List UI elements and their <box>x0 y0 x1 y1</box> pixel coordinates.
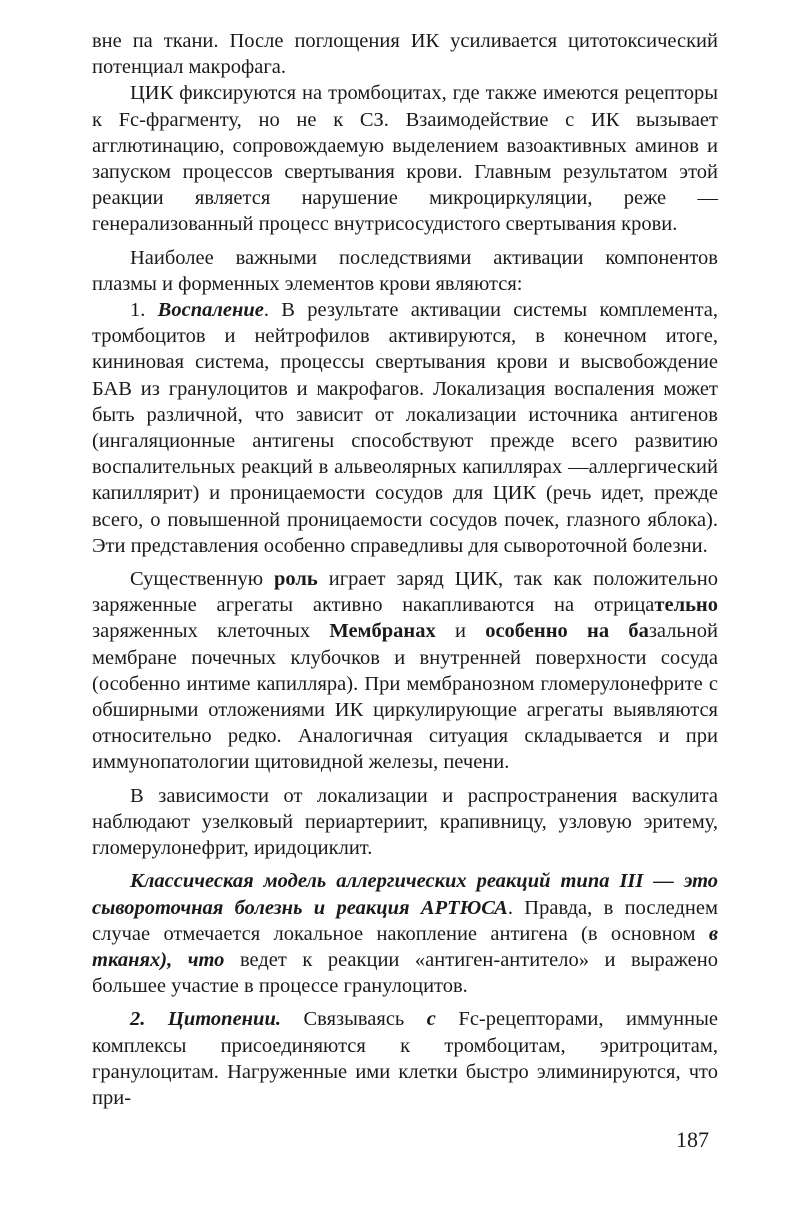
paragraph-consequences-intro: Наиболее важными последствиями активации компонентов плазмы и форменных элементов крови являются: <box>92 246 718 295</box>
list-number: 1. <box>130 299 158 322</box>
page-body <box>92 28 718 1111</box>
heading-cytopenia: 2. Цитопении. <box>130 1008 281 1031</box>
bold-italic-span: в тканях), что <box>92 922 718 971</box>
text-span: Fc-рецепторами, иммунные комплексы присоединяются к тромбоцитам, эритроцитам, гранулоцитам. Нагруженные ими клетки быстро элиминируются, что при- <box>92 1008 718 1109</box>
paragraph-inflammation <box>92 297 718 559</box>
text-span: Существенную <box>130 568 275 591</box>
text-span: играет заряд ЦИК, так как положительно заряженные агрегаты активно накапливаются на отрица <box>92 568 719 617</box>
bold-span: особенно на ба <box>485 620 649 643</box>
heading-classic-model: Классическая модель аллергических реакций типа III — это сывороточная болезнь и реакция АРТЮСА <box>92 870 718 919</box>
page-number: 187 <box>676 1127 709 1152</box>
bold-span: роль <box>274 568 318 591</box>
bold-span: тельно <box>654 594 718 617</box>
text-span: . Правда, в последнем случае отмечается локальное накопление антигена (в основном <box>92 896 718 945</box>
paragraph-cik-platelets: ЦИК фиксируются на тромбоцитах, где также имеются рецепторы к Fc-фрагменту, но не к СЗ. Взаимодействие с ИК вызывает агглютинацию, сопровождаемую выделением вазоактивных аминов и запуском процессов свертывания крови. Главным результатом этой реакции является нарушение микроциркуляции, реже — генерализованный процесс внутрисосудистого свертывания крови. <box>92 82 718 236</box>
text-span: зальной мембране почечных клубочков и внутренней поверхности сосуда (особенно интиме капилляра). При мембранозном гломерулонефрите с обширными отложениями ИК циркулирующие агрегаты выявляются относительно редко. Аналогичная ситуация складывается и при иммунопатологии щитовидной железы, печени. <box>92 620 718 774</box>
paragraph-cytopenia <box>92 1006 718 1111</box>
paragraph-charge-role <box>92 566 718 776</box>
bold-italic-span: с <box>426 1008 436 1031</box>
paragraph-continuation: вне па ткани. После поглощения ИК усиливается цитотоксический потенциал макрофага. <box>92 30 718 79</box>
paragraph-vasculitis: В зависимости от локализации и распространения васкулита наблюдают узелковый периартериит, крапивницу, узловую эритему, гломерулонефрит, иридоциклит. <box>92 784 718 860</box>
text-span: Связываясь <box>280 1008 427 1031</box>
text-span: и <box>435 620 486 643</box>
text-span: ведет к реакции «антиген-антитело» и выражено большее участие в процессе гранулоцитов. <box>92 948 719 998</box>
inflammation-text: . В результате активации системы комплемента, тромбоцитов и нейтрофилов активируются, в конечном итоге, кининовая система, процессы свертывания крови и высвобождение БАВ из гранулоцитов и макрофагов. Локализация воспаления может быть различной, что зависит от локализации источника антигенов (ингаляционные антигены способствуют прежде всего развитию воспалительных реакций в альвеолярных капиллярах —аллергический капиллярит) и проницаемости сосудов для ЦИК (речь идет, прежде всего, о повышенной проницаемости сосудов почек, глазного яблока). Эти представления особенно справедливы для сывороточной болезни. <box>92 299 719 557</box>
heading-inflammation: Воспаление <box>157 299 264 322</box>
paragraph-classic-model <box>92 868 718 999</box>
bold-span: Мембранах <box>329 620 436 643</box>
text-span: заряженных клеточных <box>92 620 330 643</box>
